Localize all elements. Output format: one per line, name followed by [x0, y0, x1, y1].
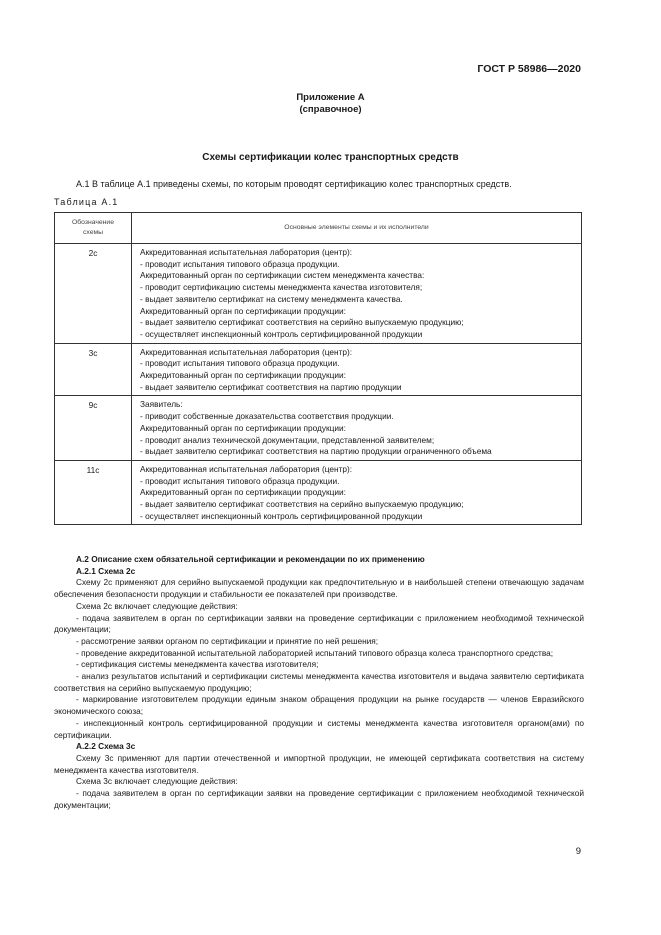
scheme-line: - проводит испытания типового образца продукции. — [140, 258, 340, 269]
scheme-line: Заявитель: — [140, 399, 183, 410]
a21-paragraph: Схему 2с применяют для серийно выпускаемой продукции как предпочтительную и в наибольшей степени отвечающую задачам обеспечения безопасности продукции и стабильности ее показателей при производстве. — [54, 577, 584, 600]
a22-title: А.2.2 Схема 3с — [76, 741, 136, 752]
scheme-line: Аккредитованный орган по сертификации продукции: — [140, 487, 346, 498]
scheme-line: - выдает заявителю сертификат соответствия на серийно выпускаемую продукцию; — [140, 499, 464, 510]
scheme-line: - выдает заявителю сертификат соответствия на серийно выпускаемую продукцию; — [140, 317, 464, 328]
annex-subtitle: (справочное) — [299, 104, 362, 115]
a21-title: А.2.1 Схема 2с — [76, 565, 136, 576]
a22-paragraph: Схема 3с включает следующие действия: — [76, 776, 238, 787]
scheme-code: 9с — [55, 396, 132, 461]
annex-heading — [0, 92, 661, 116]
scheme-line: - выдает заявителю сертификат на систему менеджмента качества. — [140, 293, 403, 304]
a2-title: А.2 Описание схем обязательной сертификации и рекомендации по их применению — [76, 554, 425, 564]
scheme-line: - выдает заявителю сертификат соответствия на партию продукции — [140, 381, 402, 392]
table-row — [55, 343, 582, 396]
page-number: 9 — [575, 846, 581, 857]
col-header-elements: Основные элементы схемы и их исполнители — [132, 213, 582, 244]
scheme-line: - осуществляет инспекционный контроль сертифицированной продукции — [140, 328, 423, 339]
scheme-code: 3с — [55, 343, 132, 396]
scheme-line: Аккредитованная испытательная лаборатория (центр): — [140, 346, 353, 357]
col-header-scheme-line2: схемы — [82, 229, 104, 236]
table-row — [55, 396, 582, 461]
list-item: - инспекционный контроль сертифицированной продукции и системы менеджмента качества изготовителя органом(ами) по сертификации. — [54, 717, 584, 740]
table-row — [55, 244, 582, 344]
document-code: ГОСТ Р 58986—2020 — [477, 63, 581, 75]
annex-title: Приложение А — [296, 92, 365, 103]
list-item: - подача заявителем в орган по сертификации заявки на проведение сертификации с приложением необходимой технической документации; — [54, 612, 584, 635]
scheme-line: - проводит испытания типового образца продукции. — [140, 358, 340, 369]
section-a2 — [54, 554, 584, 811]
col-header-scheme — [55, 213, 132, 244]
a21-paragraph: Схема 2с включает следующие действия: — [76, 600, 238, 611]
scheme-line: - проводит анализ технической документации, представленной заявителем; — [140, 434, 435, 445]
scheme-elements — [132, 244, 582, 344]
scheme-line: Аккредитованный орган по сертификации продукции: — [140, 370, 346, 381]
scheme-line: - осуществляет инспекционный контроль сертифицированной продукции — [140, 510, 423, 521]
scheme-line: - выдает заявителю сертификат соответствия на партию продукции ограниченного объема — [140, 446, 492, 457]
scheme-code: 11с — [55, 460, 132, 525]
scheme-elements — [132, 343, 582, 396]
a22-paragraph: Схему 3с применяют для партии отечественной и импортной продукции, не имеющей сертификата соответствия на систему менеджмента качества изготовителя. — [54, 752, 584, 775]
scheme-line: Аккредитованный орган по сертификации систем менеджмента качества: — [140, 270, 425, 281]
list-item: - рассмотрение заявки органом по сертификации и принятие по ней решения; — [76, 635, 379, 646]
col-header-scheme-line1: Обозначение — [71, 219, 115, 226]
scheme-line: Аккредитованная испытательная лаборатория (центр): — [140, 247, 353, 257]
scheme-line: - проводит сертификацию системы менеджмента качества изготовителя; — [140, 282, 423, 293]
scheme-code: 2с — [55, 244, 132, 344]
scheme-line: Аккредитованный орган по сертификации продукции: — [140, 422, 346, 433]
schemes-table — [54, 212, 582, 525]
scheme-line: Аккредитованный орган по сертификации продукции: — [140, 305, 346, 316]
intro-paragraph: А.1 В таблице А.1 приведены схемы, по которым проводят сертификацию колес транспортных средств. — [76, 179, 512, 189]
list-item: - сертификация системы менеджмента качества изготовителя; — [76, 659, 319, 670]
list-item: - подача заявителем в орган по сертификации заявки на проведение сертификации с приложением необходимой технической документации; — [54, 788, 584, 810]
list-item: - проведение аккредитованной испытательной лабораторией испытаний типового образца колеса транспортного средства; — [76, 647, 554, 658]
list-item: - анализ результатов испытаний и сертификации системы менеджмента качества изготовителя и выдача заявителю сертификата соответствия на серийно выпускаемую продукцию; — [54, 671, 584, 693]
scheme-elements — [132, 460, 582, 525]
list-item: - маркирование изготовителем продукции единым знаком обращения продукции на рынке государств — членов Евразийского экономического союза; — [54, 694, 584, 717]
scheme-line: - приводит собственные доказательства соответствия продукции. — [140, 411, 394, 422]
table-header-row — [55, 213, 582, 244]
table-row — [55, 460, 582, 525]
table-caption: Таблица А.1 — [54, 197, 119, 207]
scheme-line: - проводит испытания типового образца продукции. — [140, 475, 340, 486]
scheme-elements — [132, 396, 582, 461]
section-title: Схемы сертификации колес транспортных средств — [202, 152, 459, 163]
scheme-line: Аккредитованная испытательная лаборатория (центр): — [140, 463, 353, 474]
